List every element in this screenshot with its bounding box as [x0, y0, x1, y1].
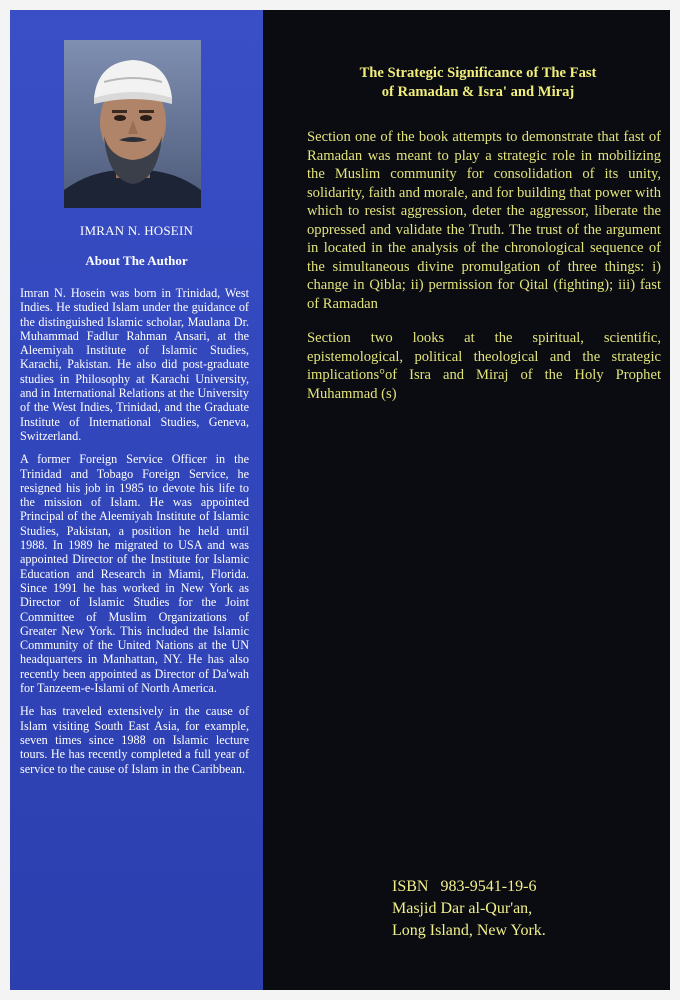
- description-paragraph: Section two looks at the spiritual, scientific, epistemological, political theological and the strategic implications°of Isra and Miraj of the Holy Prophet Muhammad (s): [307, 330, 661, 402]
- book-title-line-2: of Ramadan & Isra' and Miraj: [381, 84, 575, 100]
- book-back-cover: [10, 10, 670, 990]
- book-title-line-1: The Strategic Significance of The Fast: [359, 65, 597, 81]
- bio-paragraph: He has traveled extensively in the cause of Islam visiting South East Asia, for example, seven times since 1988 on Islamic lecture tours. He has recently completed a full year of service to the cause of Islam in the Caribbean.: [20, 704, 249, 776]
- author-panel: [10, 10, 263, 990]
- author-photo: [64, 40, 201, 208]
- about-author-heading: About The Author: [85, 253, 188, 268]
- description-paragraph: Section one of the book attempts to demonstrate that fast of Ramadan was meant to play a strategic role in mobilizing the Muslim community for consolidation of its unity, solidarity, faith and morale, and for building that power with which to resist aggression, deter the aggressor, liberate the oppressed and validate the Truth. The trust of the argument in located in the analysis of the chronological sequence of the simultaneous divine promulgation of three things: i) change in Qibla; ii) permission for Qital (fighting); iii) fast of Ramadan: [307, 129, 661, 312]
- bio-paragraph: Imran N. Hosein was born in Trinidad, West Indies. He studied Islam under the guidance of the distinguished Islamic scholar, Maulana Dr. Muhammad Fadlur Rahman Ansari, at the Aleemiyah Institute of Islamic Studies, Karachi, Pakistan. He also did post-graduate studies in Philosophy at Karachi University, and in International Relations at the University of the West Indies, Trinidad, and the Graduate Institute of International Studies, Geneva, Switzerland.: [20, 286, 249, 443]
- author-portrait-image: [64, 40, 201, 208]
- book-title-heading: [293, 64, 663, 102]
- publisher-location: Long Island, New York.: [392, 922, 546, 939]
- publisher-info: [392, 876, 632, 942]
- author-name-caption: IMRAN N. HOSEIN: [79, 223, 194, 238]
- author-bio: [20, 286, 249, 785]
- isbn-number: ISBN 983-9541-19-6: [392, 878, 537, 895]
- book-description: [307, 128, 661, 419]
- bio-paragraph: A former Foreign Service Officer in the Trinidad and Tobago Foreign Service, he resigned his job in 1985 to devote his life to the mission of Islam. He was appointed Principal of the Aleemiyah Institute of Islamic Studies, Pakistan, a position he held until 1988. In 1989 he migrated to USA and was appointed Director of the Institute for Islamic Education and Research in Miami, Florida. Since 1991 he has worked in New York as Director of Islamic Studies for the Joint Committee of Muslim Organizations of Greater New York. This included the Islamic Community of the United Nations at the UN headquarters in Manhattan, NY. He has also recently been appointed as Director of Da'wah for Tanzeem-e-Islami of North America.: [20, 452, 249, 696]
- book-description-panel: [263, 10, 670, 990]
- publisher-name: Masjid Dar al-Qur'an,: [392, 900, 533, 917]
